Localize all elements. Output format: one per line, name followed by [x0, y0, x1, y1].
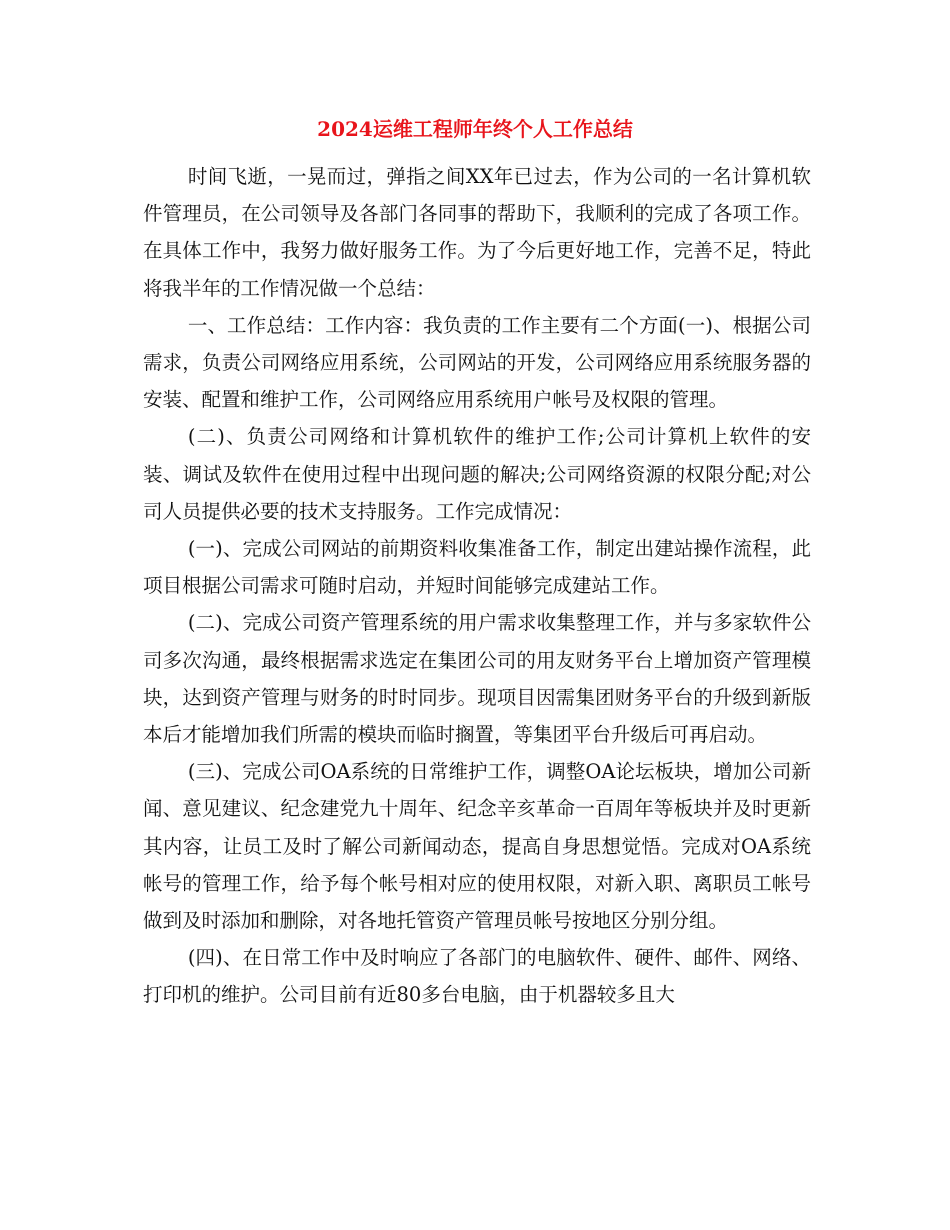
paragraph: (四)、在日常工作中及时响应了各部门的电脑软件、硬件、邮件、网络、打印机的维护。公司目前有近80多台电脑，由于机器较多且大: [143, 946, 811, 1007]
paragraph: (二)、负责公司网络和计算机软件的维护工作;公司计算机上软件的安装、调试及软件在使用过程中出现问题的解决;公司网络资源的权限分配;对公司人员提供必要的技术支持服务。工作完成情况：: [143, 425, 811, 523]
paragraph: (一)、完成公司网站的前期资料收集准备工作，制定出建站操作流程，此项目根据公司需求可随时启动，并短时间能够完成建站工作。: [143, 537, 811, 598]
paragraph: (二)、完成公司资产管理系统的用户需求收集整理工作，并与多家软件公司多次沟通，最终根据需求选定在集团公司的用友财务平台上增加资产管理模块，达到资产管理与财务的时时同步。现项目因需集团财务平台的升级到新版本后才能增加我们所需的模块而临时搁置，等集团平台升级后可再启动。: [143, 611, 811, 747]
paragraph: 时间飞逝，一晃而过，弹指之间XX年已过去，作为公司的一名计算机软件管理员，在公司领导及各部门各同事的帮助下，我顺利的完成了各项工作。在具体工作中，我努力做好服务工作。为了今后更好地工作，完善不足，特此将我半年的工作情况做一个总结：: [143, 165, 811, 300]
paragraph: 一、工作总结：工作内容：我负责的工作主要有二个方面(一)、根据公司需求，负责公司网络应用系统，公司网站的开发，公司网络应用系统服务器的安装、配置和维护工作，公司网络应用系统用户帐号及权限的管理。: [143, 313, 811, 412]
document-body: [143, 158, 811, 1014]
document-title: 2024运维工程师年终个人工作总结: [317, 117, 633, 141]
paragraph: (三)、完成公司OA系统的日常维护工作，调整OA论坛板块，增加公司新闻、意见建议、纪念建党九十周年、纪念辛亥革命一百周年等板块并及时更新其内容，让员工及时了解公司新闻动态，提高自身思想觉悟。完成对OA系统帐号的管理工作，给予每个帐号相对应的使用权限，对新入职、离职员工帐号做到及时添加和删除，对各地托管资产管理员帐号按地区分别分组。: [143, 760, 811, 933]
